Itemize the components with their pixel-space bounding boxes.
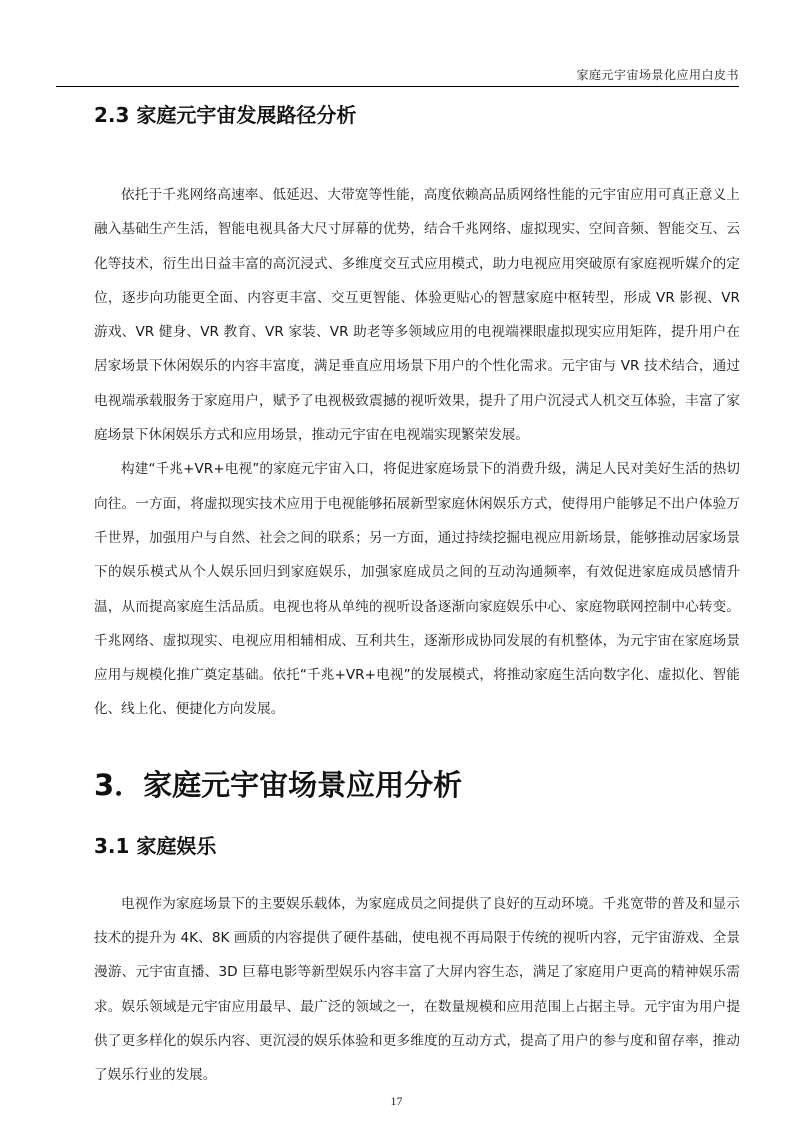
spacer <box>94 805 740 831</box>
section-2-3-heading: 2.3 家庭元宇宙发展路径分析 <box>94 103 357 127</box>
chapter-3-heading: 3．家庭元宇宙场景应用分析 <box>94 767 463 802</box>
section-3-1-paragraph-1: 电视作为家庭场景下的主要娱乐载体，为家庭成员之间提供了良好的互动环境。千兆宽带的普及和显示技术的提升为 4K、8K 画质的内容提供了硬件基础，使电视不再局限于传统的视听内容，元宇宙游戏、全景漫游、元宇宙直播、3D 巨幕电影等新型娱乐内容丰富了大屏内容生态，满足了家庭用户更高的精神娱乐需求。娱乐领域是元宇宙应用最早、最广泛的领域之一，在数量规模和应用范围上占据主导。元宇宙为用户提供了更多样化的娱乐内容、更沉浸的娱乐体验和更多维度的互动方式，提高了用户的参与度和留存率，推动了娱乐行业的发展。 <box>94 895 740 1084</box>
spacer <box>94 861 740 887</box>
spacer <box>94 727 740 765</box>
running-header-title: 家庭元宇宙场景化应用白皮书 <box>576 68 739 82</box>
page-number: 17 <box>390 1094 403 1108</box>
section-3-1-heading: 3.1 家庭娱乐 <box>94 833 217 858</box>
page-content <box>94 100 740 1093</box>
section-2-3-paragraph-1: 依托于千兆网络高速率、低延迟、大带宽等性能，高度依赖高品质网络性能的元宇宙应用可真正意义上融入基础生产生活，智能电视具备大尺寸屏幕的优势，结合千兆网络、虚拟现实、空间音频、智能交互、云化等技术，衍生出日益丰富的高沉浸式、多维度交互式应用模式，助力电视应用突破原有家庭视听媒介的定位，逐步向功能更全面、内容更丰富、交互更智能、体验更贴心的智慧家庭中枢转型，形成 VR 影视、VR 游戏、VR 健身、VR 教育、VR 家装、VR 助老等多领域应用的电视端裸眼虚拟现实应用矩阵，提升用户在居家场景下休闲娱乐的内容丰富度，满足垂直应用场景下用户的个性化需求。元宇宙与 VR 技术结合，通过电视端承载服务于家庭用户，赋予了电视极致震撼的视听效果，提升了用户沉浸式人机交互体验，丰富了家庭场景下休闲娱乐方式和应用场景，推动元宇宙在电视端实现繁荣发展。 <box>94 187 740 444</box>
header-rule <box>56 86 739 87</box>
spacer <box>94 130 740 178</box>
section-2-3-paragraph-2: 构建“千兆+VR+电视”的家庭元宇宙入口，将促进家庭场景下的消费升级，满足人民对美好生活的热切向往。一方面，将虚拟现实技术应用于电视能够拓展新型家庭休闲娱乐方式，使得用户能够足不出户体验万千世界，加强用户与自然、社会之间的联系；另一方面，通过持续挖掘电视应用新场景，能够推动居家场景下的娱乐模式从个人娱乐回归到家庭娱乐，加强家庭成员之间的互动沟通频率，有效促进家庭成员感情升温，从而提高家庭生活品质。电视也将从单纯的视听设备逐渐向家庭娱乐中心、家庭物联网控制中心转变。千兆网络、虚拟现实、电视应用相辅相成、互利共生，逐渐形成协同发展的有机整体，为元宇宙在家庭场景应用与规模化推广奠定基础。依托“千兆+VR+电视”的发展模式，将推动家庭生活向数字化、虚拟化、智能化、线上化、便捷化方向发展。 <box>94 461 740 718</box>
